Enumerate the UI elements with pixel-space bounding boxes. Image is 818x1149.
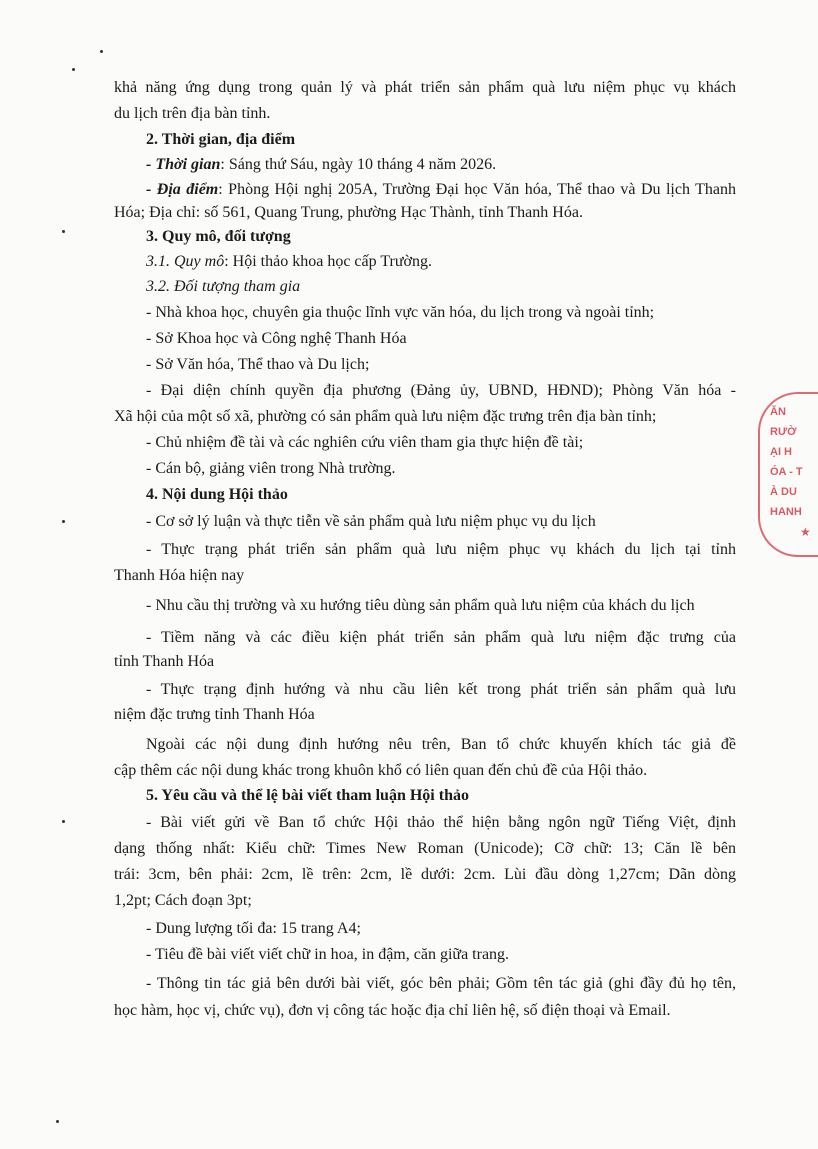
scan-speck [62, 230, 65, 233]
list-item: - Nhà khoa học, chuyên gia thuộc lĩnh vực văn hóa, du lịch trong và ngoài tỉnh; [146, 304, 655, 321]
paragraph-line: dạng thống nhất: Kiểu chữ: Times New Roman (Unicode); Cỡ chữ: 13; Căn lề bên [114, 840, 736, 857]
list-item: - Đại diện chính quyền địa phương (Đảng ủy, UBND, HĐND); Phòng Văn hóa - [146, 382, 736, 399]
paragraph-line: du lịch trên địa bàn tỉnh. [114, 105, 271, 122]
scale-value: : Hội thảo khoa học cấp Trường. [224, 253, 432, 270]
section-heading: 5. Yêu cầu và thể lệ bài viết tham luận Hội thảo [146, 787, 469, 804]
time-line [146, 155, 496, 175]
stamp-text: HANH [770, 506, 802, 518]
list-item: - Tiêu đề bài viết viết chữ in hoa, in đậm, căn giữa trang. [146, 946, 510, 963]
paragraph-line: Xã hội của một số xã, phường có sản phẩm quà lưu niệm đặc trưng trên địa bàn tỉnh; [114, 408, 657, 425]
stamp-text: ẠI H [770, 446, 792, 458]
location-label: - Địa điểm [146, 181, 219, 198]
list-item: - Nhu cầu thị trường và xu hướng tiêu dùng sản phẩm quà lưu niệm của khách du lịch [146, 597, 695, 614]
paragraph-line: học hàm, học vị, chức vụ), đơn vị công tác hoặc địa chỉ liên hệ, số điện thoại và Email. [114, 1002, 671, 1019]
paragraph-line: Hóa; Địa chỉ: số 561, Quang Trung, phường Hạc Thành, tỉnh Thanh Hóa. [114, 204, 583, 221]
section-heading: 3. Quy mô, đối tượng [146, 228, 291, 245]
list-item: - Thực trạng phát triển sản phẩm quà lưu niệm phục vụ khách du lịch tại tỉnh [146, 541, 736, 558]
paragraph-line: tỉnh Thanh Hóa [114, 653, 215, 670]
star-icon: ★ [800, 525, 811, 539]
paragraph-line: khả năng ứng dụng trong quản lý và phát triển sản phẩm quà lưu niệm phục vụ khách [114, 79, 736, 96]
paragraph-line: niệm đặc trưng tỉnh Thanh Hóa [114, 706, 315, 723]
list-item: - Dung lượng tối đa: 15 trang A4; [146, 920, 361, 937]
red-seal-stamp [758, 392, 818, 557]
paragraph-line: trái: 3cm, bên phải: 2cm, lề trên: 2cm, lề dưới: 2cm. Lùi đầu dòng 1,27cm; Dãn dòng [114, 866, 736, 883]
list-item: - Thực trạng định hướng và nhu cầu liên kết trong phát triển sản phẩm quà lưu [146, 681, 736, 698]
stamp-text: À DU [770, 486, 797, 498]
list-item: - Sở Văn hóa, Thể thao và Du lịch; [146, 356, 370, 373]
list-item: - Cơ sở lý luận và thực tiễn về sản phẩm quà lưu niệm phục vụ du lịch [146, 513, 596, 530]
subsection-heading: 3.2. Đối tượng tham gia [146, 278, 301, 295]
list-item: - Cán bộ, giảng viên trong Nhà trường. [146, 460, 396, 477]
paragraph-line: Thanh Hóa hiện nay [114, 567, 245, 584]
stamp-text: ÓA - T [770, 466, 803, 478]
section-heading: 2. Thời gian, địa điểm [146, 131, 296, 148]
location-value: : Phòng Hội nghị 205A, Trường Đại học Văn hóa, Thể thao và Du lịch Thanh [218, 181, 737, 198]
list-item: - Bài viết gửi về Ban tổ chức Hội thảo thể hiện bằng ngôn ngữ Tiếng Việt, định [146, 814, 736, 831]
list-item: - Sở Khoa học và Công nghệ Thanh Hóa [146, 330, 407, 347]
list-item: - Chủ nhiệm đề tài và các nghiên cứu viên tham gia thực hiện đề tài; [146, 434, 584, 451]
paragraph-line: cập thêm các nội dung khác trong khuôn khổ có liên quan đến chủ đề của Hội thảo. [114, 762, 648, 779]
time-value: : Sáng thứ Sáu, ngày 10 tháng 4 năm 2026. [220, 156, 497, 173]
scan-speck [56, 1120, 59, 1123]
time-label: - Thời gian [146, 156, 221, 173]
scan-speck [72, 68, 75, 71]
list-item: - Thông tin tác giả bên dưới bài viết, góc bên phải; Gồm tên tác giả (ghi đầy đủ họ tên, [146, 975, 736, 992]
scan-speck [100, 50, 103, 53]
scale-label: 3.1. Quy mô [146, 253, 225, 270]
list-item: - Tiềm năng và các điều kiện phát triển sản phẩm quà lưu niệm đặc trưng của [146, 629, 736, 646]
stamp-text: ĂN [770, 406, 786, 418]
scan-speck [62, 520, 65, 523]
section-heading: 4. Nội dung Hội thảo [146, 486, 288, 503]
location-line [146, 180, 736, 200]
stamp-text: RƯỜ [770, 426, 797, 438]
scan-speck [62, 820, 65, 823]
paragraph-line: 1,2pt; Cách đoạn 3pt; [114, 892, 252, 909]
paragraph-line: Ngoài các nội dung định hướng nêu trên, Ban tổ chức khuyến khích tác giả đề [146, 736, 736, 753]
scale-line [146, 252, 432, 272]
